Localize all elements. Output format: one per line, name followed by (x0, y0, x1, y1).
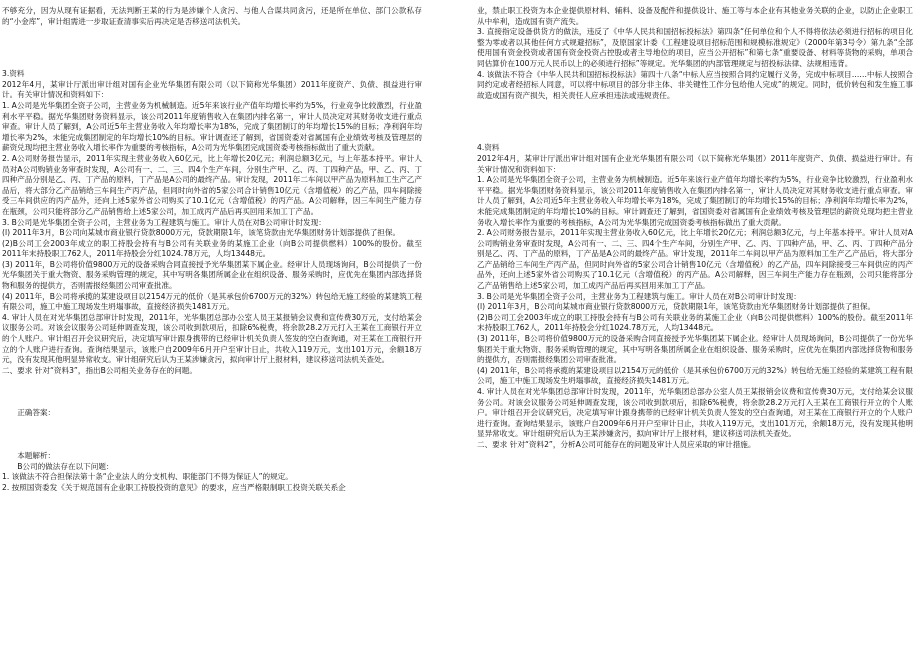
material4-requirement: 二、要求 针对“资料2”，分析A公司可能存在的问题及审计人员应采取的审计措施。 (477, 439, 756, 449)
material3-item: (4) 2011年，B公司将承揽的某建设项目以2154万元的低价（是其承包价6700万元的32%）转包给无施工经验的某建筑工程有限公司，施工中施工现场发生坍塌事故，直接经济损失1481万元。 (2, 291, 422, 312)
material3-requirement: 二、要求 针对“资料3”，指出B公司相关业务存在的问题。 (2, 365, 197, 375)
material4-item: 2. A公司财务报告显示，2011年实现主营业务收入60亿元，比上年增长20亿元；利润总额3亿元，与上年基本持平。审计人员对A公司购销业务审查时发现，A公司有一、二、三、四4个生产车间，分别生产甲、乙、丙、丁四种产品，甲、乙、丙、丁四种产品分别是乙、丙、丁产品的原料，丁产品是A公司的最终产品。审计发现，2011年二车间以甲产品为原料加工生产乙产品后，将大部分乙产品销给三车间生产丙产品，但同时向外省的5家公司合计销售10亿元（含增值税）的乙产品，四车间除接受三车间供应的丙产品外，还向上述5家外省公司购买了10.1亿元（含增值税）的丙产品。A公司解释，因三车间生产能力存在瓶颈，公司只能将部分乙产品销售给上述5家公司，加工成丙产品后再买回用来加工丁产品。 (477, 228, 913, 291)
material3-title: 3.资料 (2, 69, 25, 79)
left-top-paragraph: 不够充分，因为从现有证据看，无法判断王某的行为是涉嫌个人贪污、与他人合谋共同贪污，还是所在单位、部门公款私存的“小金库”，审计组需进一步取证查清事实后再决定是否移送司法机关。 (2, 6, 422, 26)
material3-item: (3) 2011年，B公司将价值9800万元的设备采购合同直接授予光华集团某下属企业。经审计人员现场询问，B公司提供了一份光华集团关于重大物资、服务采购管理的规定，其中写明各集团所属企业在组织设备、服务采购时，应优先在集团内部选择货物和服务的提供方，否则需报经集团公司审查批准。 (2, 259, 422, 291)
analysis-label: 本题解析： (17, 451, 56, 460)
material4-item: (4) 2011年，B公司将承揽的某建设项目以2154万元的低价（是其承包价6700万元的32%）转包给无施工经验的某建筑工程有限公司，施工中施工现场发生坍塌事故，直接经济损失1481万元。 (477, 365, 913, 386)
right-column (477, 6, 913, 451)
material3-intro: 2012年4月，某审计厅派出审计组对国有企业光华集团有限公司（以下简称光华集团）2011年度资产、负债、损益进行审计。有关审计情况和资料如下： (2, 79, 422, 100)
left-column (2, 6, 422, 493)
right-top-paragraph: 业，禁止职工投资为本企业提供原材料、辅料、设备及配件和提供设计、施工等与本企业有其他业务关联的企业，以防止企业职工从中牟利，造成国有资产流失。 (477, 6, 913, 26)
material4-item: (2)B公司工会2003年成立的职工持股会持有与B公司有关联业务的某施工企业（向B公司提供燃料）100%的股份。截至2011年末持股职工762人，2011年持股会分红1024.78万元，人均13448元。 (477, 312, 913, 333)
material4-item: (l) 2011年3月，B公司向某城市商业银行贷款8000万元，贷款期限1年，该笔贷款由光华集团财务计划部提供了担保。 (477, 302, 876, 312)
material3-item: (l) 2011年3月，B公司向某城市商业银行贷款8000万元，贷款期限1年，该笔贷款由光华集团财务计划部提供了担保。 (2, 228, 401, 238)
material3-item: 4. 审计人员在对光华集团总部审计时发现，2011年，光华集团总部办公室人员王某报销会议费和宣传费30万元，支付给某会议服务公司。对该会议服务公司延伸调查发现，该公司收到款项后，扣除6%税费，将余款28.2万元打入王某在工商银行开立的个人账户。审计组召开会议研究后，决定填写审计跟身携带的已经审计机关负责人签发的空白查询通，对王某在工商银行开立的个人账户进行查询。查询结果显示，该账户自2009年6月开户至审计日止，共收入119万元，支出101万元，余额18万元，没有发现其他明显异常收支。审计组研究后认为王某涉嫌贪污，拟向审计厅上报材料，建议移送司法机关查处。 (2, 312, 422, 365)
analysis-item: 2. 按照国资委发《关于规范国有企业职工持股投资的意见》的要求，应当严格限制职工投资关联关系企 (2, 482, 346, 492)
material4-item: 3. B公司是光华集团全资子公司，主营业务为工程建筑与施工。审计人员在对B公司审计时发现： (477, 291, 801, 301)
material4-item: 1. A公司是光华集团全资子公司，主营业务为机械制造。近5年来该行业产值年均增长率约为5%，行业竞争比较激烈，行业盈利水平平稳。据光华集团财务资料显示，该公司2011年度销售收入在集团内排名第一，审计人员决定对其财务收支进行重点审查。审计人员了解到，A公司近5年主营业务收入年均增长率为18%，完成了集团制订的年均增长15%的目标；净利润年均增长率为2%，未能完成集团制定的年均增长10%的目标。审计调查还了解到，省国资委对省属国有企业绩效考核及管理层的薪资兑现均把主营业务收入增长率作为重要的考核指标，A公司为光华集团完成国资委考核指标做出了重大贡献。 (477, 175, 913, 227)
material4-intro: 2012年4月，某审计厅派出审计组对国有企业光华集团有限公司（以下简称光华集团）2011年度资产、负债、损益进行审计。有关审计情况和资料如下： (477, 153, 913, 174)
analysis-intro: B公司的做法存在以下问题： (17, 461, 114, 471)
analysis-item: 1. 该做法不符合担保法第十条“企业法人的分支机构、职能部门不得为保证人”的规定。 (2, 472, 293, 482)
material3-item: (2)B公司工会2003年成立的职工持股会持有与B公司有关联业务的某施工企业（向B公司提供燃料）100%的股份。截至2011年末持股职工762人，2011年持股会分红1024.78万元，人均13448元。 (2, 238, 422, 259)
material4-item: (3) 2011年，B公司将价值9800万元的设备采购合同直接授予光华集团某下属企业。经审计人员现场询问，B公司提供了一份光华集团关于重大物资、服务采购管理的规定，其中写明各集团所属企业在组织设备、服务采购时，应优先在集团内部选择货物和服务的提供方，否则需报经集团公司审查批准。 (477, 334, 913, 365)
material3-item: 3. B公司是光华集团全资子公司，主营业务为工程建筑与施工。审计人员在对B公司审计时发现： (2, 217, 326, 227)
right-top-paragraph: 4. 该做法不符合《中华人民共和国招标投标法》第四十八条“中标人应当按照合同约定履行义务，完成中标项目……中标人按照合同约定或者经招标人同意，可以将中标项目的部分非主体、非关键性工作分包给他人完成”的规定。同时，低价转包和发生施工事故造成国有资产损失，相关责任人应承担违法或违规责任。 (477, 69, 913, 100)
material3-item: 1. A公司是光华集团全资子公司，主营业务为机械制造。近5年来该行业产值年均增长率约为5%，行业竞争比较激烈，行业盈利水平平稳。据光华集团财务资料显示，该公司2011年度销售收入在集团内排名第一，审计人员决定对其财务收支进行重点审查。审计人员了解到，A公司近5年主营业务收入年均增长率为18%，完成了集团制订的年均增长15%的目标；净利润年均增长率为2%，未能完成集团制定的年均增长10%的目标。审计调查还了解到，省国资委对省属国有企业绩效考核及管理层的薪资兑现均把主营业务收入增长率作为重要的考核指标，A公司为光华集团完成国资委考核指标做出了重大贡献。 (2, 100, 422, 153)
right-top-paragraph: 3. 直接指定设备供货方的做法，违反了《中华人民共和国招标投标法》第四条“任何单位和个人不得将依法必须进行招标的项目化整为零或者以其他任何方式规避招标”，及原国家计委《工程建设项目招标范围和规模标准规定》（2000年第3号令）第九条“全部使用国有资金投资或者国有资金投资占控股或者主导地位的项目，应当公开招标”和第七条“重要设备、材料等货物的采购，单项合同估算价在100万元人民币以上的必须进行招标”等规定。光华集团的内部管理规定与招投标法律、法规相违背。 (477, 27, 913, 68)
answer-label: 正确答案： (17, 408, 56, 418)
material4-item: 4. 审计人员在对光华集团总部审计时发现，2011年，光华集团总部办公室人员王某报销会议费和宣传费30万元，支付给某会议服务公司。对该会议服务公司延伸调查发现，该公司收到款项后，扣除6%税费，将余款28.2万元打入王某在工商银行开立的个人账户。审计组召开会议研究后，决定填写审计跟身携带的已经审计机关负责人签发的空白查询通，对王某在工商银行开立的个人账户进行查询。查询结果显示，该账户自2009年6月开户至审计日止，共收入119万元，支出101万元，余额18万元，没有发现其他明显异常收支。审计组研究后认为王某涉嫌贪污，拟向审计厅上报材料，建议移送司法机关查处。 (477, 387, 913, 439)
material4-title: 4.资料 (477, 143, 500, 153)
material3-item: 2. A公司财务报告显示，2011年实现主营业务收入60亿元，比上年增长20亿元；利润总额3亿元，与上年基本持平。审计人员对A公司购销业务审查时发现，A公司有一、二、三、四4个生产车间，分别生产甲、乙、丙、丁四种产品，甲、乙、丙、丁四种产品分别是乙、丙、丁产品的原料，丁产品是A公司的最终产品。审计发现，2011年二车间以甲产品为原料加工生产乙产品后，将大部分乙产品销给三车间生产丙产品，但同时向外省的5家公司合计销售10亿元（含增值税）的乙产品，四车间除接受三车间供应的丙产品外，还向上述5家外省公司购买了10.1亿元（含增值税）的丙产品。A公司解释，因三车间生产能力存在瓶颈，公司只能将部分乙产品销售给上述5家公司，加工成丙产品后再买回用来加工丁产品。 (2, 153, 422, 216)
